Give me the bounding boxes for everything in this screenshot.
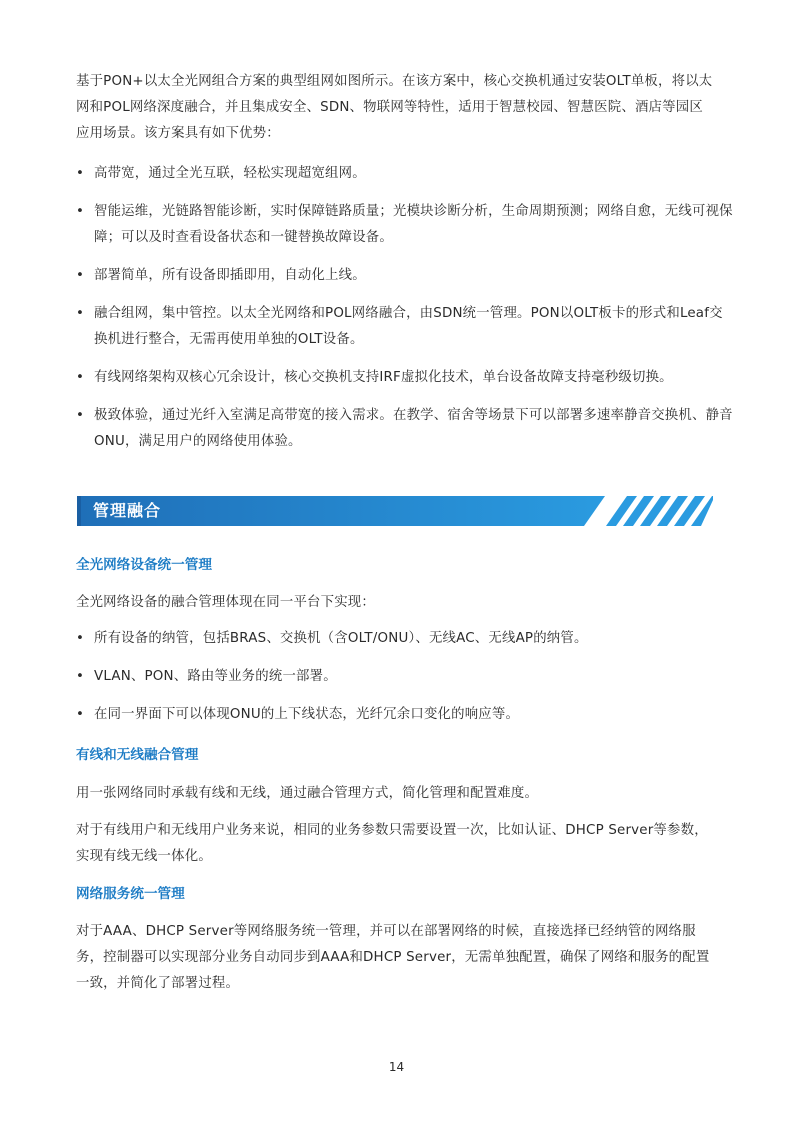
banner-graphic — [77, 496, 713, 526]
wired-wireless-para-2: 对于有线用户和无线用户业务来说，相同的业务参数只需要设置一次，比如认证、DHCP Server等参数，实现有线无线一体化。 — [76, 823, 708, 864]
bullet-marker: • — [76, 669, 85, 684]
advantage-item — [76, 301, 734, 353]
bullet-marker: • — [76, 631, 85, 646]
advantage-item — [76, 199, 734, 251]
unified-item — [76, 626, 734, 652]
advantage-item — [76, 161, 734, 187]
bullet-marker: • — [76, 204, 85, 219]
page-number: 14 — [388, 1060, 405, 1074]
network-service-para: 对于AAA、DHCP Server等网络服务统一管理，并可以在部署网络的时候，直接选择已经纳管的网络服务，控制器可以实现部分业务自动同步到AAA和DHCP Server，无需单独配置，确保了网络和服务的配置一致，并简化了部署过程。 — [76, 924, 710, 991]
advantage-text: 部署简单，所有设备即插即用，自动化上线。 — [94, 268, 366, 283]
subheading-unified-management: 全光网络设备统一管理 — [76, 557, 212, 573]
subheading-network-service: 网络服务统一管理 — [76, 886, 185, 902]
section-title: 管理融合 — [93, 501, 162, 520]
advantage-text: 有线网络架构双核心冗余设计，核心交换机支持IRF虚拟化技术，单台设备故障支持毫秒级切换。 — [94, 370, 673, 385]
advantage-item — [76, 263, 734, 289]
unified-item — [76, 702, 734, 728]
advantage-item — [76, 365, 734, 391]
advantage-text: 高带宽，通过全光互联，轻松实现超宽组网。 — [94, 166, 366, 181]
bullet-marker: • — [76, 408, 85, 423]
unified-item — [76, 664, 734, 690]
subheading-wired-wireless: 有线和无线融合管理 — [76, 747, 199, 763]
bullet-marker: • — [76, 370, 85, 385]
advantage-text: 智能运维，光链路智能诊断，实时保障链路质量；光模块诊断分析，生命周期预测；网络自愈，无线可视保障；可以及时查看设备状态和一键替换故障设备。 — [94, 204, 733, 245]
intro-paragraph: 基于PON+以太全光网组合方案的典型组网如图所示。在该方案中，核心交换机通过安装OLT单板，将以太网和POL网络深度融合，并且集成安全、SDN、物联网等特性，适用于智慧校园、智慧医院、酒店等园区应用场景。该方案具有如下优势： — [76, 74, 713, 141]
unified-item-text: 在同一界面下可以体现ONU的上下线状态，光纤冗余口变化的响应等。 — [94, 707, 520, 722]
banner-accent-bar — [77, 496, 81, 526]
bullet-marker: • — [76, 306, 85, 321]
bullet-marker: • — [76, 268, 85, 283]
bullet-marker: • — [76, 166, 85, 181]
unified-intro: 全光网络设备的融合管理体现在同一平台下实现： — [76, 595, 375, 610]
unified-item-text: VLAN、PON、路由等业务的统一部署。 — [94, 669, 337, 684]
advantage-text: 融合组网，集中管控。以太全光网络和POL网络融合，由SDN统一管理。PON以OLT板卡的形式和Leaf交换机进行整合，无需再使用单独的OLT设备。 — [94, 306, 723, 347]
unified-item-text: 所有设备的纳管，包括BRAS、交换机（含OLT/ONU）、无线AC、无线AP的纳管。 — [94, 631, 588, 646]
advantage-text: 极致体验，通过光纤入室满足高带宽的接入需求。在教学、宿舍等场景下可以部署多速率静音交换机、静音ONU，满足用户的网络使用体验。 — [94, 408, 733, 449]
wired-wireless-para-1: 用一张网络同时承载有线和无线，通过融合管理方式，简化管理和配置难度。 — [76, 786, 539, 801]
section-banner — [77, 496, 713, 526]
bullet-marker: • — [76, 707, 85, 722]
advantage-item — [76, 403, 734, 455]
